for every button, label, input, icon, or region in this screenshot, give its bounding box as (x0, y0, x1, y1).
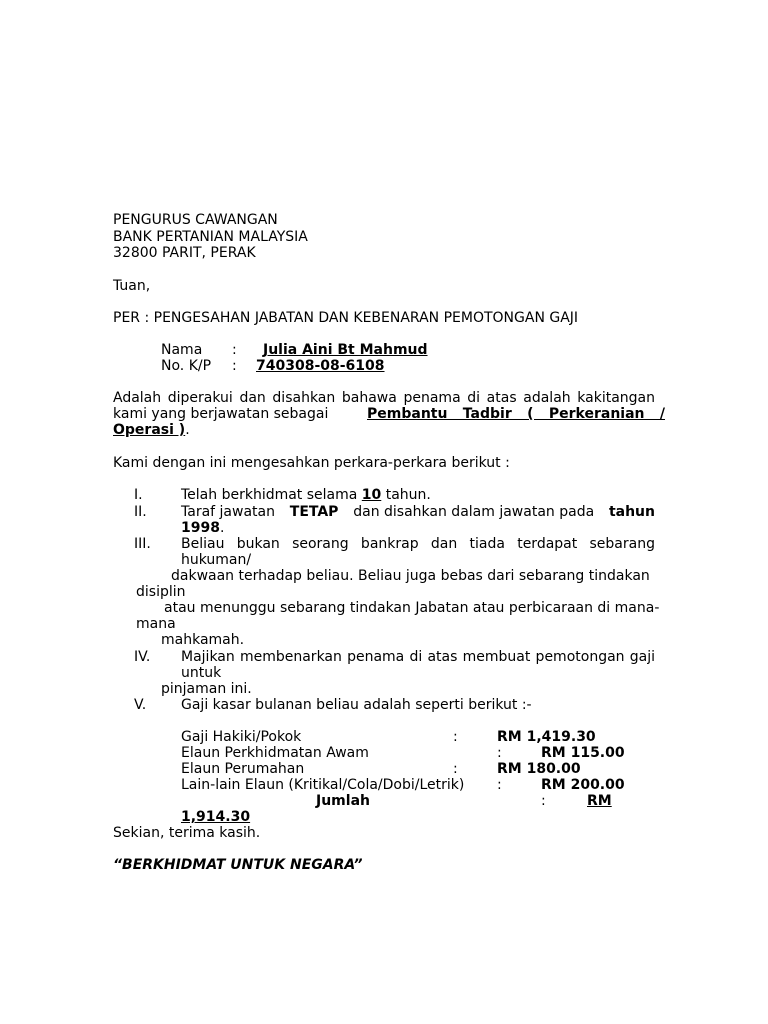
salary-label-3: Elaun Perumahan (181, 761, 305, 777)
item-ii-year-label: tahun (608, 504, 655, 520)
salary-colon-1: : (453, 729, 458, 745)
name-colon: : (232, 342, 237, 358)
salary-label-1: Gaji Hakiki/Pokok (181, 729, 302, 745)
name-label: Nama (161, 342, 203, 358)
salary-value-1: RM 1,419.30 (497, 729, 596, 745)
item-ii-pre: Taraf jawatan (181, 504, 275, 520)
item-i-pre: Telah berkhidmat selama (181, 487, 358, 503)
item-iv-line-2: untuk (181, 665, 222, 681)
subject-title: PENGESAHAN JABATAN DAN KEBENARAN PEMOTONGAN GAJI (153, 310, 579, 326)
name-value: Julia Aini Bt Mahmud (263, 342, 428, 358)
item-ii-status: TETAP (289, 504, 339, 520)
confirm-intro: Kami dengan ini mengesahkan perkara-perkara berikut : (113, 455, 510, 471)
position-line-1: Pembantu Tadbir ( Perkeranian / (367, 406, 665, 422)
item-iii-line-6: mana (136, 616, 176, 632)
total-value-part-2: 1,914.30 (181, 809, 251, 825)
salary-colon-4: : (497, 777, 502, 793)
item-iii-line-1: Beliau bukan seorang bankrap dan tiada terdapat sebarang (181, 536, 655, 552)
item-iii-line-5: atau menunggu sebarang tindakan Jabatan atau perbicaraan di mana- (164, 600, 660, 616)
salary-colon-2: : (497, 745, 502, 761)
kp-value: 740308-08-6108 (256, 358, 385, 374)
item-ii-line-1 (181, 504, 655, 520)
subject-prefix: PER : (113, 310, 150, 326)
salary-colon-3: : (453, 761, 458, 777)
salary-label-4: Lain-lain Elaun (Kritikal/Cola/Dobi/Letrik) (181, 777, 465, 793)
total-value-part-1: RM (587, 793, 612, 809)
item-i-years: 10 (361, 487, 382, 503)
closing: Sekian, terima kasih. (113, 825, 261, 841)
salutation: Tuan, (113, 278, 151, 294)
salary-value-3: RM 180.00 (497, 761, 581, 777)
item-iv-line-1: Majikan membenarkan penama di atas membuat pemotongan gaji (181, 649, 655, 665)
item-iii-line-4: disiplin (136, 584, 186, 600)
salary-value-4: RM 200.00 (541, 777, 625, 793)
intro-period: . (185, 422, 190, 438)
item-v-number: V. (134, 697, 147, 713)
kp-colon: : (232, 358, 237, 374)
item-v-line-1: Gaji kasar bulanan beliau adalah seperti berikut :- (181, 697, 532, 713)
item-i-number: I. (134, 487, 143, 503)
intro-line-2-pre: kami yang berjawatan sebagai (113, 406, 329, 422)
item-i-text (181, 487, 431, 503)
kp-label: No. K/P (161, 358, 212, 374)
intro-line-3 (113, 422, 190, 438)
item-ii-mid: dan disahkan dalam jawatan pada (353, 504, 595, 520)
item-iii-number: III. (134, 536, 151, 552)
item-iv-line-3: pinjaman ini. (161, 681, 252, 697)
item-iii-line-3: dakwaan terhadap beliau. Beliau juga bebas dari sebarang tindakan (171, 568, 650, 584)
item-ii-line-2 (181, 520, 224, 536)
salary-value-2: RM 115.00 (541, 745, 625, 761)
item-iv-number: IV. (134, 649, 151, 665)
address-line-3: 32800 PARIT, PERAK (113, 245, 256, 261)
item-i-post: tahun. (385, 487, 431, 503)
address-line-1: PENGURUS CAWANGAN (113, 212, 278, 228)
item-ii-period: . (219, 520, 225, 536)
address-line-2: BANK PERTANIAN MALAYSIA (113, 229, 308, 245)
item-ii-year: 1998 (181, 520, 220, 536)
position-line-2: Operasi ) (113, 422, 186, 438)
item-iii-line-2: hukuman/ (181, 552, 252, 568)
subject-line (113, 310, 578, 326)
motto: “BERKHIDMAT UNTUK NEGARA” (113, 857, 363, 873)
item-iii-line-7: mahkamah. (161, 632, 245, 648)
total-colon: : (541, 793, 546, 809)
salary-label-2: Elaun Perkhidmatan Awam (181, 745, 369, 761)
item-ii-number: II. (134, 504, 147, 520)
intro-line-1: Adalah diperakui dan disahkan bahawa penama di atas adalah kakitangan (113, 390, 655, 406)
total-label: Jumlah (316, 793, 370, 809)
